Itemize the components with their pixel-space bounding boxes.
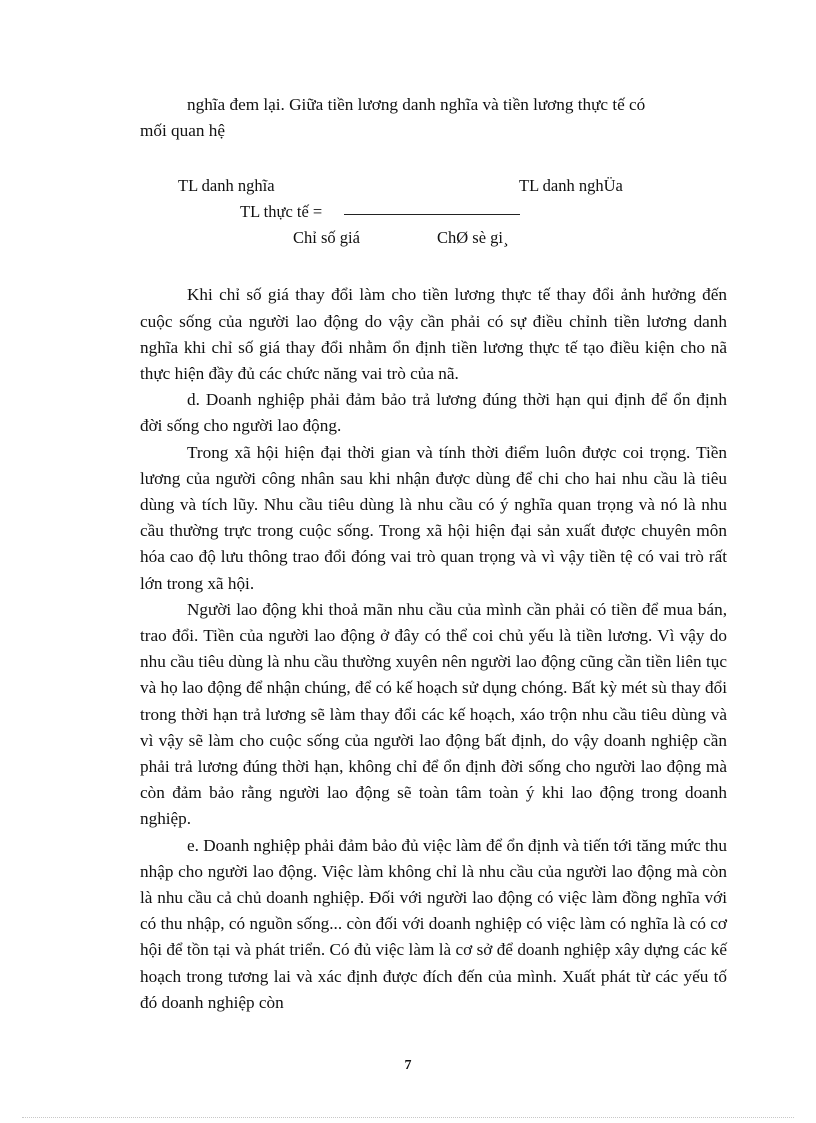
page-bottom-divider: [22, 1117, 794, 1118]
paragraph-modern-society: Trong xã hội hiện đại thời gian và tính thời điểm luôn được coi trọng. Tiền lương của người công nhân sau khi nhận được dùng để chi cho hai nhu cầu là tiêu dùng và tích lũy. Nhu cầu tiêu dùng là nhu cầu có ý nghĩa quan trọng và nó là nhu cầu thường trực trong cuộc sống. Trong xã hội hiện đại sản xuất được chuyên môn hóa cao độ lưu thông trao đổi đóng vai trò quan trọng và vì vậy tiền tệ có vai trò rất lớn trong xã hội.: [140, 442, 727, 593]
formula-equation-label: TL thực tế =: [240, 202, 323, 222]
paragraph-price-index: Khi chỉ số giá thay đổi làm cho tiền lương thực tế thay đổi ảnh hưởng đến cuộc sống của người lao động do vậy cần phải có sự điều chỉnh tiền lương danh nghĩa khi chỉ số giá thay đổi nhằm ổn định tiền lương thực tế tạo điều kiện cho nã thực hiện đầy đủ các chức năng vai trò của nã.: [140, 285, 727, 384]
formula-left-denominator: Chỉ số giá: [293, 228, 360, 248]
intro-line-2: mối quan hệ: [140, 121, 225, 141]
intro-line-1: nghĩa đem lại. Giữa tiền lương danh nghĩa và tiền lương thực tế có: [187, 95, 646, 114]
page-number: 7: [404, 1058, 412, 1073]
formula-fraction-line: [344, 214, 520, 215]
paragraph-section-e: e. Doanh nghiệp phải đảm bảo đủ việc làm để ổn định và tiến tới tăng mức thu nhập cho người lao động. Việc làm không chỉ là nhu cầu của người lao động mà còn là nhu cầu cả chủ doanh nghiệp. Đối với người lao động có việc làm đồng nghĩa với có thu nhập, có nguồn sống... còn đối với doanh nghiệp có việc làm có nghĩa là có cơ hội để tồn tại và phát triển. Có đủ việc làm là cơ sở để doanh nghiệp xây dựng các kế hoạch trong tương lai và xác định được đích đến của mình. Xuất phát từ các yếu tố đó doanh nghiệp còn: [140, 835, 727, 1012]
formula-right-denominator: ChØ sè gi¸: [437, 228, 509, 248]
real-wage-formula: [140, 176, 727, 262]
paragraph-worker-needs: Người lao động khi thoả mãn nhu cầu của mình cần phải có tiền để mua bán, trao đổi. Tiền của người lao động ở đây có thể coi chủ yếu là tiền lương. Vì vậy do nhu cầu tiêu dùng là nhu cầu thường xuyên nên người lao động cũng cần tiền liên tục và họ lao động để nhận chúng, để có kế hoạch sử dụng chóng. Bất kỳ mét sù thay đổi trong thời hạn trả lương sẽ làm thay đổi các kế hoạch, xáo trộn nhu cầu tiêu dùng và vì vậy sẽ làm cho cuộc sống của người lao động bất định, do vậy doanh nghiệp cần phải trả lương đúng thời hạn, không chỉ để ổn định đời sống cho người lao động mà còn đảm bảo rằng người lao động sẽ toàn tâm toàn ý khi lao động trong doanh nghiệp.: [140, 599, 727, 829]
page-content: [140, 92, 727, 1016]
formula-left-numerator: TL danh nghĩa: [178, 176, 275, 196]
paragraph-section-d: d. Doanh nghiệp phải đảm bảo trả lương đúng thời hạn qui định để ổn định đời sống cho người lao động.: [140, 390, 727, 436]
formula-right-numerator: TL danh nghÜa: [519, 176, 623, 196]
